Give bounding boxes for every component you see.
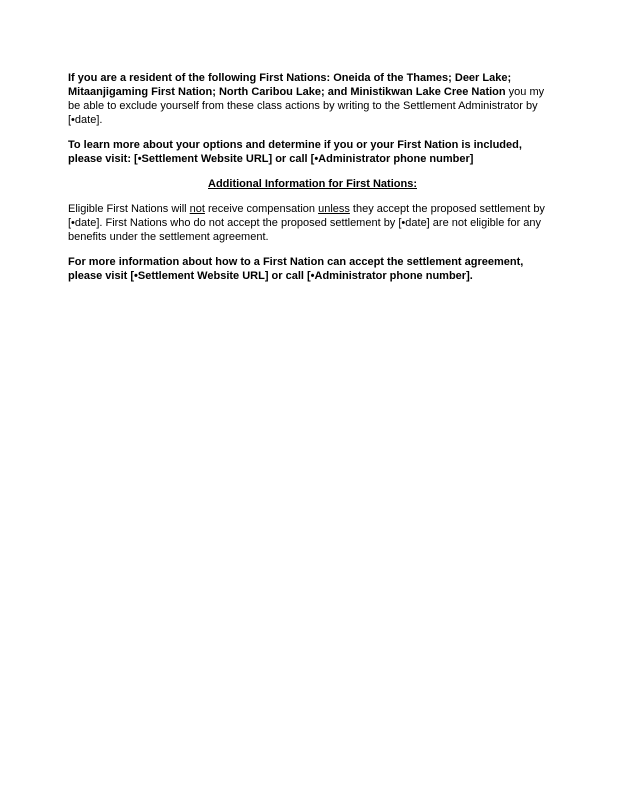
text-segment: Eligible First Nations will [68, 203, 190, 215]
additional-info-heading [68, 177, 557, 191]
eligibility-paragraph [68, 202, 557, 244]
text-segment: you my be able to exclude yourself from these class actions by writing to the Settlement Administrator by [•date]. [68, 86, 545, 126]
learn-more-paragraph [68, 138, 557, 166]
text-segment: For more information about how to a First Nation can accept the settlement agreement, please visit [•Settlement Website URL] or call [•Administrator phone number]. [68, 256, 524, 282]
residency-exclusion-paragraph [68, 71, 557, 127]
text-segment: To learn more about your options and determine if you or your First Nation is included, please visit: [•Settlement Website URL] or call [•Administrator phone number] [68, 139, 522, 165]
text-segment: If you are a resident of the following First Nations: Oneida of the Thames; Deer Lake; Mitaanjigaming First Nation; North Caribou Lake; and Ministikwan Lake Cree Nation [68, 72, 512, 98]
text-segment: they accept the proposed settlement by [•date]. First Nations who do not accept the proposed settlement by [•date] are not eligible for any benefits under the settlement agreement. [68, 203, 545, 243]
document-body [68, 71, 557, 294]
text-segment: unless [318, 203, 350, 215]
text-segment: Additional Information for First Nations: [208, 178, 417, 190]
more-information-paragraph [68, 255, 557, 283]
text-segment: receive compensation [204, 203, 319, 215]
text-segment: not [189, 203, 205, 215]
